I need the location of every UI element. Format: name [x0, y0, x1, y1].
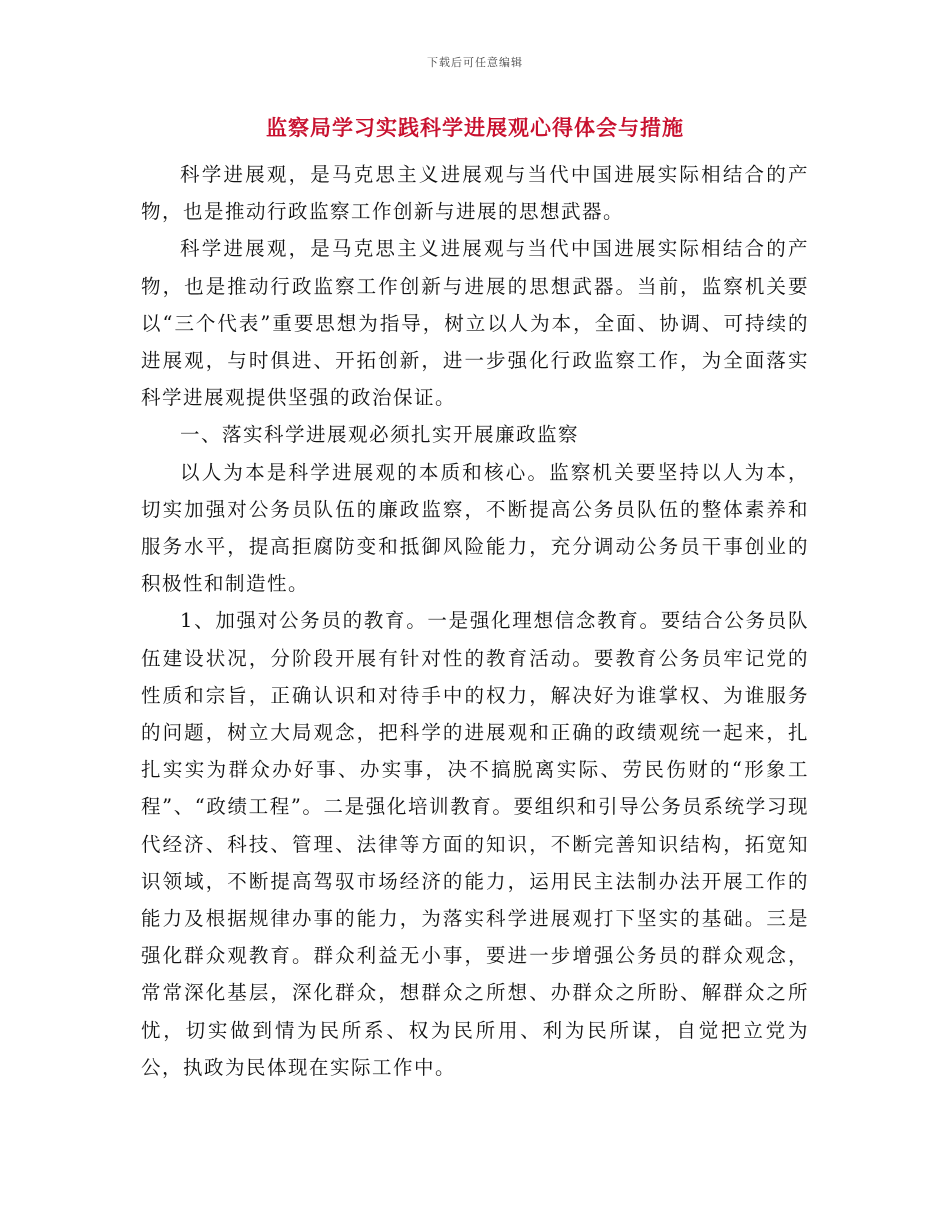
- paragraph-context: 科学进展观，是马克思主义进展观与当代中国进展实际相结合的产物，也是推动行政监察工作创新与进展的思想武器。当前，监察机关要以“三个代表”重要思想为指导，树立以人为本，全面、协调、可持续的进展观，与时俱进、开拓创新，进一步强化行政监察工作，为全面落实科学进展观提供坚强的政治保证。: [141, 237, 809, 410]
- paragraph-education: 1、加强对公务员的教育。一是强化理想信念教育。要结合公务员队伍建设状况，分阶段开展有针对性的教育活动。要教育公务员牢记党的性质和宗旨，正确认识和对待手中的权力，解决好为谁掌权、为谁服务的问题，树立大局观念，把科学的进展观和正确的政绩观统一起来，扎扎实实为群众办好事、办实事，决不搞脱离实际、劳民伤财的“形象工程”、“政绩工程”。二是强化培训教育。要组织和引导公务员系统学习现代经济、科技、管理、法律等方面的知识，不断完善知识结构，拓宽知识领域，不断提高驾驭市场经济的能力，运用民主法制办法开展工作的能力及根据规律办事的能力，为落实科学进展观打下坚实的基础。三是强化群众观教育。群众利益无小事，要进一步增强公务员的群众观念，常常深化基层，深化群众，想群众之所想、办群众之所盼、解群众之所忧，切实做到情为民所系、权为民所用、利为民所谋，自觉把立党为公，执政为民体现在实际工作中。: [141, 609, 809, 1079]
- section-heading-1: 一、落实科学进展观必须扎实开展廉政监察: [180, 423, 580, 447]
- document-title: 监察局学习实践科学进展观心得体会与措施: [266, 116, 684, 140]
- paragraph-intro: 科学进展观，是马克思主义进展观与当代中国进展实际相结合的产物，也是推动行政监察工作创新与进展的思想武器。: [141, 163, 809, 224]
- paragraph-people-oriented: 以人为本是科学进展观的本质和核心。监察机关要坚持以人为本，切实加强对公务员队伍的廉政监察，不断提高公务员队伍的整体素养和服务水平，提高拒腐防变和抵御风险能力，充分调动公务员干事创业的积极性和制造性。: [141, 460, 809, 596]
- document-body: [141, 156, 809, 1086]
- header-note: 下载后可任意编辑: [427, 56, 523, 69]
